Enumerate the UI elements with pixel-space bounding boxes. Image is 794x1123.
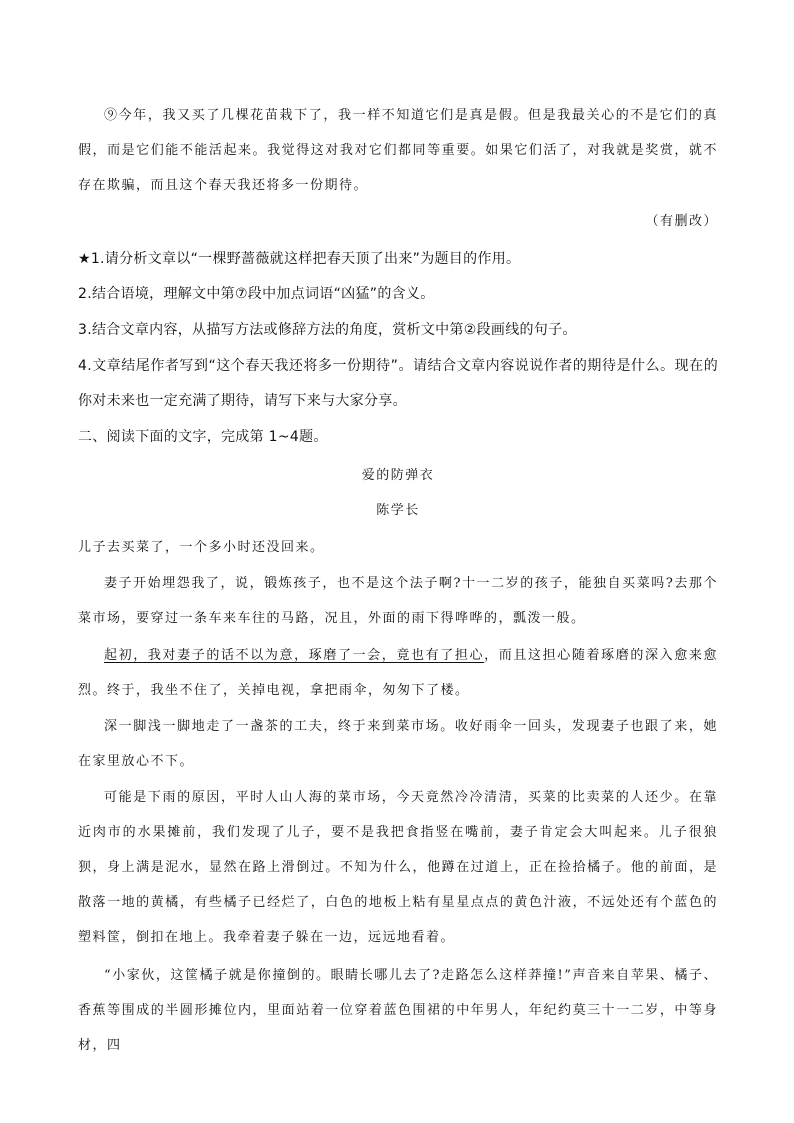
source-note: （有删改） (645, 214, 718, 229)
question-4: 4.文章结尾作者写到“这个春天我还将多一份期待”。请结合文章内容说说作者的期待是什么。现在的你对未来也一定充满了期待，请写下来与大家分享。 (78, 358, 718, 409)
section-2-heading: 二、阅读下面的文字，完成第 1~4题。 (78, 429, 328, 445)
paragraph-9-line-1: ⑨今年，我又买了几棵花苗栽下了，我一样不知道它们是真是假。但是我最关心的不是它们的真假， (78, 108, 718, 158)
paragraph-9-continuation: 而是它们能不能活起来。我觉得这对我对它们都同等重要。如果它们活了，对我就是奖赏，就不存在欺骗，而且这个春天我还将多一份期待。 (78, 143, 718, 193)
story-paragraph-6: “小家伙，这筐橘子就是你撞倒的。眼睛长哪儿去了?走路怎么这样莽撞!”声音来自苹果、橘子、香蕉等围成的半圆形摊位内，里面站着一位穿着蓝色围裙的中年男人，年纪约莫三十一二岁，中等身材，四 (78, 968, 718, 1053)
underlined-sentence: 起初，我对妻子的话不以为意，琢磨了一会，竟也有了担心 (104, 648, 485, 663)
question-3: 3.结合文章内容，从描写方法或修辞方法的角度，赏析文中第②段画线的句子。 (78, 322, 577, 338)
story-paragraph-4: 深一脚浅一脚地走了一盏茶的工夫，终于来到菜市场。收好雨伞一回头，发现妻子也跟了来，她在家里放心不下。 (78, 719, 718, 769)
story-paragraph-1: 儿子去买菜了，一个多小时还没回来。 (78, 540, 325, 555)
article-title: 爱的防弹衣 (361, 468, 435, 483)
story-paragraph-3 (78, 638, 718, 708)
question-1: ★1.请分析文章以“一棵野蔷薇就这样把春天顶了出来”为题目的作用。 (78, 251, 521, 267)
question-2: 2.结合语境，理解文中第⑦段中加点词语“凶猛”的含义。 (78, 286, 435, 302)
article-author: 陈学长 (376, 503, 420, 518)
story-paragraph-2: 妻子开始埋怨我了，说，锻炼孩子，也不是这个法子啊?十一二岁的孩子，能独自买菜吗?去那个菜市场，要穿过一条车来车往的马路，况且，外面的雨下得哗哗的，瓢泼一般。 (78, 576, 718, 626)
paragraph-3-continuation: ，而且这担心随着琢磨的深入愈来愈烈。终于，我坐不住了，关掉电视，拿把雨伞，匆匆下了楼。 (78, 648, 718, 698)
passage-paragraph-9 (78, 98, 718, 203)
story-paragraph-5: 可能是下雨的原因，平时人山人海的菜市场，今天竟然冷冷清清，买菜的比卖菜的人还少。在靠近肉市的水果摊前，我们发现了儿子，要不是我把食指竖在嘴前，妻子肯定会大叫起来。儿子很狼狈，身上满是泥水，显然在路上滑倒过。不知为什么，他蹲在过道上，正在捡拾橘子。他的前面，是散落一地的黄橘，有些橘子已经烂了，白色的地板上粘有星星点点的黄色汁液，不远处还有个蓝色的塑料筐，倒扣在地上。我牵着妻子躲在一边，远远地看着。 (78, 790, 718, 945)
